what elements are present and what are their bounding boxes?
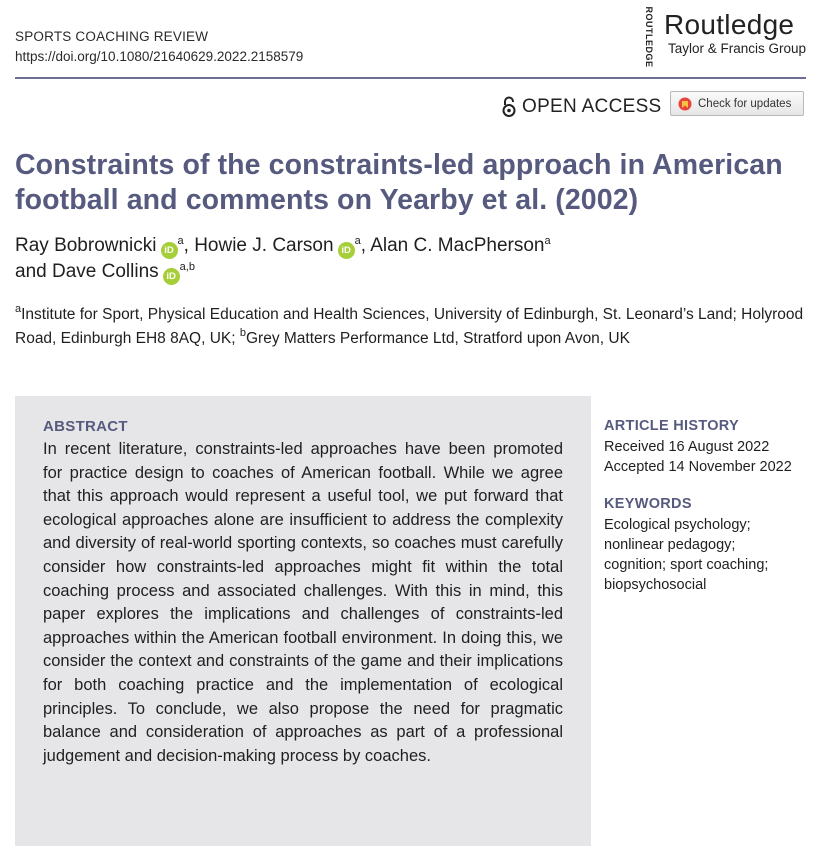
- header-divider: [15, 77, 806, 79]
- publisher-name: Routledge: [663, 9, 795, 40]
- affil-text: Grey Matters Performance Ltd, Stratford upon Avon, UK: [246, 329, 630, 347]
- publisher-mark-text: ROUTLEDGE: [643, 6, 654, 68]
- author-name[interactable]: Alan C. MacPherson: [370, 235, 545, 256]
- affil-sup: a: [15, 303, 22, 315]
- publisher-logo: [642, 6, 806, 68]
- publisher-group: Taylor & Francis Group: [667, 41, 806, 56]
- author-affil-sup: a: [354, 235, 361, 247]
- author-name[interactable]: Howie J. Carson: [194, 235, 334, 256]
- check-updates-icon: [678, 97, 692, 111]
- keywords-section: [604, 496, 819, 595]
- orcid-icon[interactable]: iD: [163, 268, 180, 285]
- author-name[interactable]: Dave Collins: [51, 261, 159, 282]
- orcid-icon[interactable]: iD: [338, 242, 355, 259]
- author-name[interactable]: Ray Bobrownicki: [15, 235, 157, 256]
- keyword-item[interactable]: nonlinear pedagogy;: [604, 537, 736, 553]
- doi-link[interactable]: https://doi.org/10.1080/21640629.2022.2158579: [15, 49, 304, 64]
- open-access-badge: [502, 96, 662, 118]
- keyword-item[interactable]: Ecological psychology;: [604, 517, 751, 533]
- article-history: [604, 418, 819, 477]
- journal-name: SPORTS COACHING REVIEW: [15, 29, 209, 44]
- author-affil-sup: a: [544, 235, 551, 247]
- keyword-item[interactable]: cognition; sport coaching;: [604, 557, 769, 573]
- author-affil-sup: a,b: [179, 261, 195, 273]
- received-date: Received 16 August 2022: [604, 439, 770, 455]
- affil-sup: b: [239, 326, 246, 339]
- article-title: Constraints of the constraints-led approach in American football and comments on Yearby et al. (2002): [15, 149, 783, 216]
- abstract-heading: ABSTRACT: [43, 418, 128, 435]
- affil-text: Institute for Sport, Physical Education and Health Sciences, University of Edinburgh, St. Leonard’s Land; Holyrood Road, Edinburgh EH8 8AQ, UK;: [15, 306, 804, 347]
- check-for-updates-button[interactable]: [670, 91, 804, 116]
- open-access-label: OPEN ACCESS: [522, 96, 662, 117]
- history-heading: ARTICLE HISTORY: [604, 418, 740, 434]
- abstract-text: In recent literature, constraints-led approaches have been promoted for practice design to coaches of American football. While we agree that this approach would represent a useful tool, we put forward that ecological approaches alone are insufficient to address the complexity and diversity of real-world sporting contexts, so coaches must carefully consider how constraints-led approaches might fit within the total coaching process and associated challenges. With this in mind, this paper explores the implications and challenges of constraints-led approaches within the American football environment. In doing this, we consider the context and constraints of the game and their implications for both coaching practice and the implementation of ecological principles. To conclude, we also propose the need for pragmatic balance and consideration of approaches as part of a professional judgement and decision-making process by coaches.: [43, 440, 563, 765]
- publisher-mark: [642, 6, 656, 68]
- keyword-item[interactable]: biopsychosocial: [604, 577, 707, 593]
- author-affil-sup: a: [177, 235, 184, 247]
- author-conjunction: and: [15, 261, 52, 282]
- open-access-lock-icon: [502, 96, 516, 118]
- author-separator: ,: [183, 235, 195, 256]
- keywords-heading: KEYWORDS: [604, 496, 692, 512]
- author-list: [15, 233, 815, 285]
- accepted-date: Accepted 14 November 2022: [604, 459, 792, 475]
- journal-header: [15, 27, 303, 67]
- author-separator: ,: [360, 235, 371, 256]
- check-updates-label: Check for updates: [698, 97, 792, 110]
- affiliations: [15, 303, 805, 350]
- orcid-icon[interactable]: iD: [161, 242, 178, 259]
